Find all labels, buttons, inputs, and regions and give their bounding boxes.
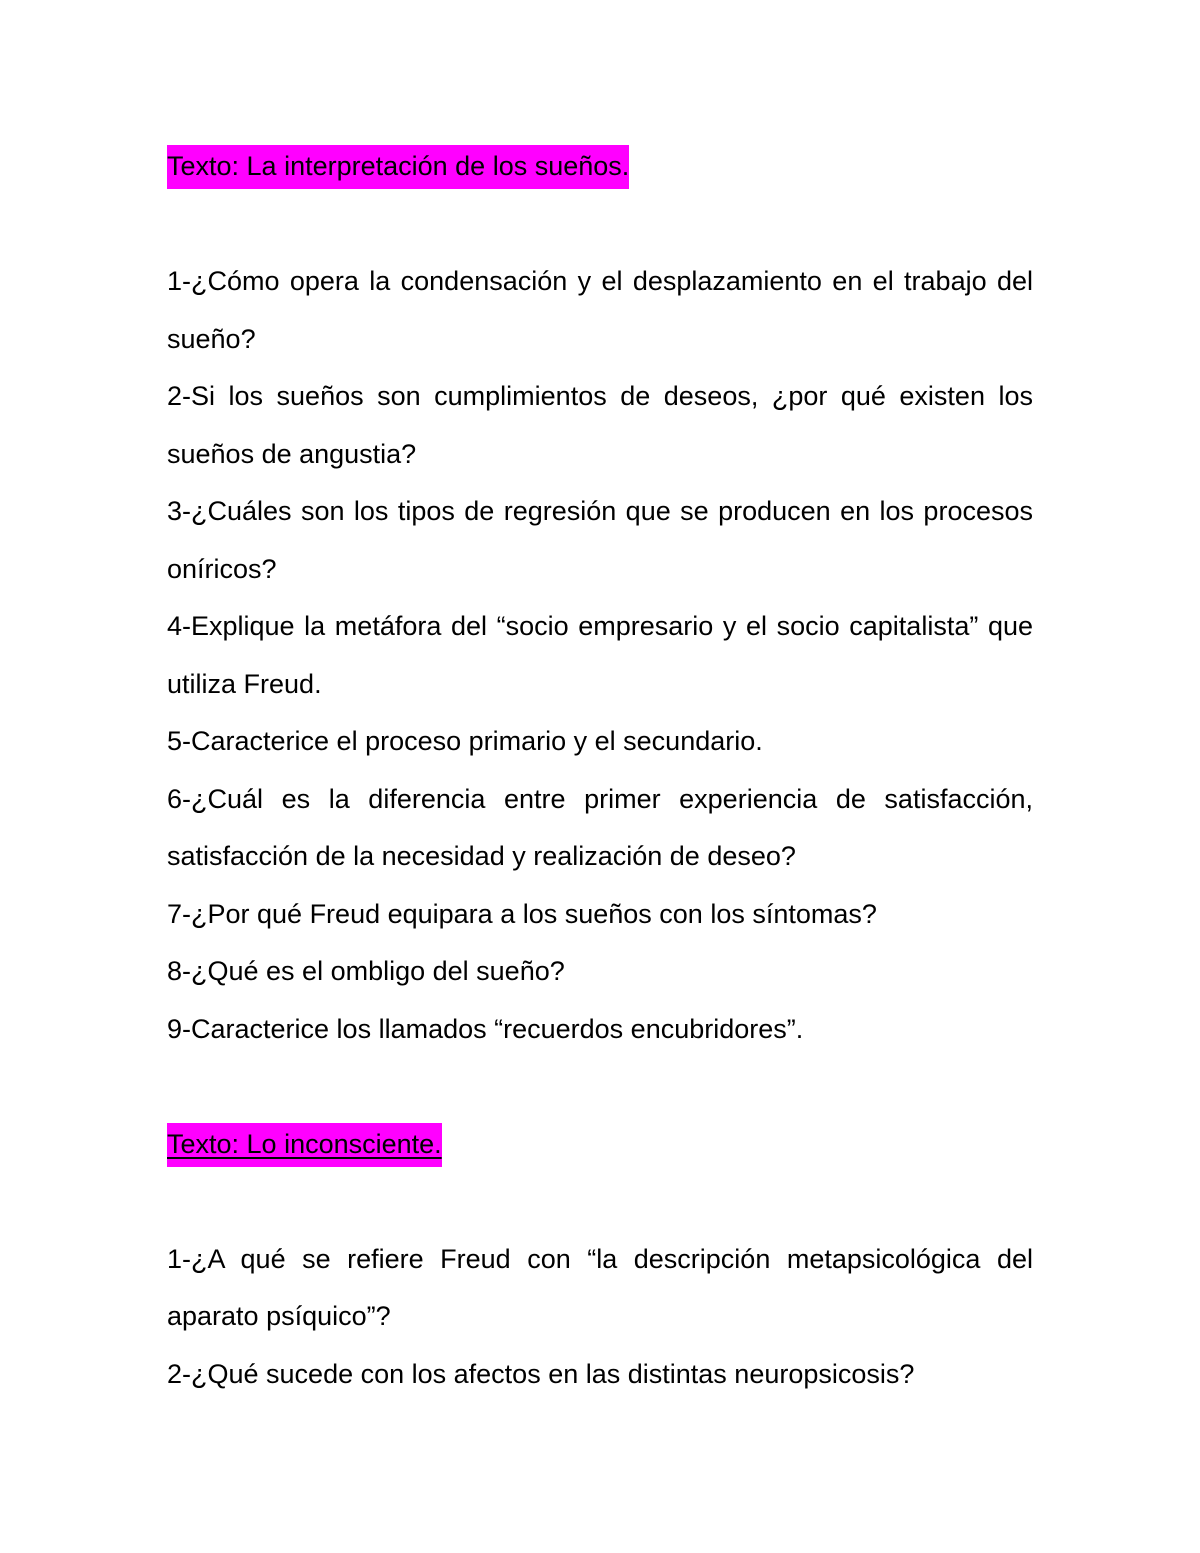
section-1-heading-row [167,138,1033,196]
section-2-heading-row [167,1116,1033,1174]
question-item: 4-Explique la metáfora del “socio empresario y el socio capitalista” que utiliza Freud. [167,611,1033,699]
question-item: 2-Si los sueños son cumplimientos de deseos, ¿por qué existen los sueños de angustia? [167,381,1033,469]
section-heading: Texto: La interpretación de los sueños. [167,145,629,189]
question-item: 9-Caracterice los llamados “recuerdos encubridores”. [167,1013,804,1044]
spacer [167,196,1033,254]
document-content [167,138,1033,1403]
question-item: 5-Caracterice el proceso primario y el secundario. [167,726,763,756]
spacer [167,1173,1033,1231]
spacer [167,1058,1033,1116]
section-heading: Texto: Lo inconsciente. [167,1123,442,1167]
question-item: 2-¿Qué sucede con los afectos en las distintas neuropsicosis? [167,1358,915,1389]
question-item: 6-¿Cuál es la diferencia entre primer experiencia de satisfacción, satisfacción de la necesidad y realización de deseo? [167,783,1033,871]
question-item: 1-¿Cómo opera la condensación y el desplazamiento en el trabajo del sueño? [167,266,1033,354]
question-item: 1-¿A qué se refiere Freud con “la descripción metapsicológica del aparato psíquico”? [167,1243,1033,1331]
question-item: 7-¿Por qué Freud equipara a los sueños con los síntomas? [167,898,877,929]
question-item: 8-¿Qué es el ombligo del sueño? [167,956,565,986]
question-item: 3-¿Cuáles son los tipos de regresión que se producen en los procesos oníricos? [167,496,1033,584]
